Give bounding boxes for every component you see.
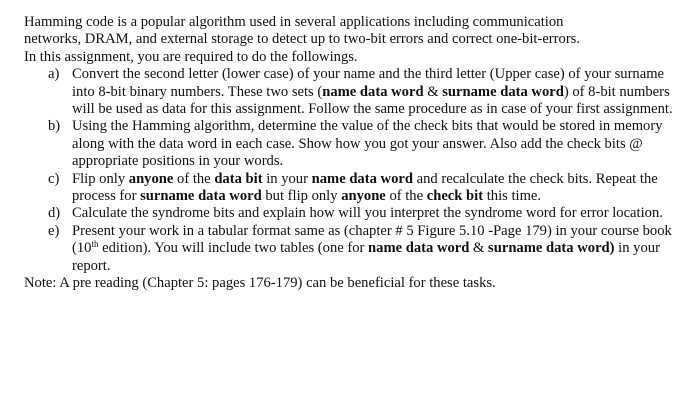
emphasis: name data word	[311, 170, 413, 187]
task-c	[24, 171, 674, 206]
intro-line-3: In this assignment, you are required to do the followings.	[24, 48, 358, 65]
emphasis: surname data word	[140, 188, 262, 205]
task-marker: b)	[48, 118, 61, 135]
emphasis: data bit	[214, 170, 263, 187]
superscript: th	[91, 239, 99, 250]
emphasis: anyone	[128, 170, 174, 187]
task-text: &	[469, 240, 489, 257]
task-marker: c)	[48, 170, 60, 187]
task-a	[24, 66, 674, 118]
emphasis: surname data word	[442, 83, 564, 100]
task-e	[24, 223, 674, 275]
intro-line-2: networks, DRAM, and external storage to detect up to two-bit errors and correct one-bit-errors.	[24, 31, 581, 48]
task-text: in your report.	[72, 240, 660, 274]
task-marker: d)	[48, 205, 61, 222]
task-text: Present your work in a tabular format same as (chapter # 5 Figure 5.10 -Page 179) in your course book (10	[72, 222, 672, 257]
task-text: but flip only	[261, 188, 342, 205]
task-text: Using the Hamming algorithm, determine the value of the check bits that would be stored in memory along with the data word in each case. Show how you got your answer. Also add the check bits @ appropriate positions in your words.	[72, 118, 663, 170]
task-text: and recalculate the check bits. Repeat the process for	[72, 170, 658, 205]
task-text: of the	[173, 170, 215, 187]
emphasis: name data word	[322, 83, 424, 100]
note-paragraph: Note: A pre reading (Chapter 5: pages 176-179) can be beneficial for these tasks.	[24, 275, 496, 292]
task-text: Convert the second letter (lower case) of your name and the third letter (Upper case) of your surname into 8-bit binary numbers. These two sets (	[72, 66, 665, 100]
emphasis: name data word	[368, 240, 470, 257]
intro-line-1: Hamming code is a popular algorithm used in several applications including communication	[24, 14, 564, 30]
task-marker: a)	[48, 66, 60, 83]
task-list	[24, 66, 674, 275]
task-text: edition). You will include two tables (one for	[98, 240, 369, 257]
task-text: this time.	[483, 188, 542, 205]
task-marker: e)	[48, 222, 60, 239]
task-text: ) of 8-bit numbers will be used as data for this assignment. Follow the same procedure as in case of your first assignment.	[72, 83, 673, 118]
task-b	[24, 118, 674, 170]
emphasis: surname data word)	[488, 240, 615, 257]
emphasis: check bit	[426, 188, 484, 205]
task-text: Flip only	[72, 170, 129, 187]
task-text: of the	[385, 188, 427, 205]
task-d	[24, 205, 674, 222]
intro-paragraph	[24, 14, 674, 66]
assignment-document	[24, 14, 674, 293]
emphasis: anyone	[341, 188, 386, 205]
task-text: Calculate the syndrome bits and explain how will you interpret the syndrome word for error location.	[72, 205, 663, 222]
task-text: &	[423, 83, 443, 100]
task-text: in your	[262, 170, 312, 187]
